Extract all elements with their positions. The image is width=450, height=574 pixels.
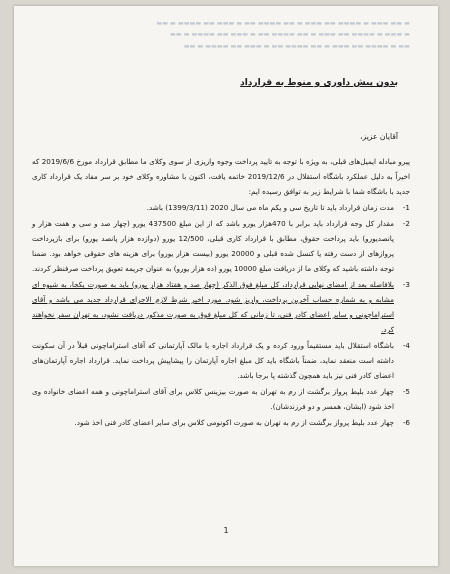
list-item — [32, 415, 410, 430]
list-item — [32, 277, 410, 337]
list-item — [32, 200, 410, 215]
bleed-through-text: ▬ ▬▬▬ ▬ ▬▬▬▬ ▬▬ ▬▬▬ ▬ ▬▬ ▬▬▬▬ ▬▬ ▬ ▬▬▬ ▬▬ ▬▬▬▬ ▬ ▬▬ — [170, 31, 410, 38]
terms-list — [32, 200, 410, 430]
document-body — [32, 154, 410, 430]
item-number: 2- — [402, 219, 410, 228]
item-number: 3- — [402, 280, 410, 289]
item-number: 4- — [402, 341, 410, 350]
list-item — [32, 338, 410, 383]
list-item — [32, 216, 410, 276]
intro-paragraph: پیرو مبادله ایمیل‌های قبلی، به ویژه با توجه به تایید پرداخت وجوه واریزی از سوی وکلای ما مطابق قرارداد مورخ 2019/6/6 که اخیراً به دلیل عملکرد باشگاه استقلال در 2019/12/6 خاتمه یافت، اکنون با مشاوره وکلای خود بر سر مفاد یک قرارداد کاری جدید با باشگاه شما با شرایط زیر به توافق رسیده ایم: — [32, 157, 410, 196]
item-number: 5- — [402, 387, 410, 396]
bleed-through-text: ▬▬ ▬ ▬▬▬▬ ▬▬ ▬▬▬ ▬ ▬▬ ▬▬▬▬ ▬▬ ▬ ▬▬▬ ▬▬ ▬▬▬▬ ▬ ▬▬ — [183, 43, 410, 50]
item-text: بلافاصله بعد از امضای نهایی قرارداد، کل مبلغ فوق الذکر (چهار صد و هفتاد هزار یورو) باید به صورت یکجا، به شیوه ای مشابه و به شماره حساب آخرین پرداخت، واریز شود. مورد اخیر شرط لازم الاجرای قرارداد جدید می باشد و آقای استراماچونی و سایر اعضای کادر فنی، تا زمانی که کل مبلغ فوق به صورت مذکور دریافت نشود، به تهران سفر نخواهند کرد. — [32, 280, 394, 334]
page-number: 1 — [223, 526, 229, 535]
item-text: چهار عدد بلیط پرواز برگشت از رم به تهران به صورت بیزینس کلاس برای آقای استراماچونی و همه اعضای خانواده وی اخذ شود (ایشان، همسر و دو فرزندشان). — [32, 387, 394, 411]
item-text: باشگاه استقلال باید مستقیماً ورود کرده و یک قرارداد اجاره با مالک آپارتمانی که آقای استراماچونی قبلاً در آن سکونت داشته است منعقد نماید، ضمناً باشگاه باید کل مبلغ اجاره آپارتمان را پیشاپیش پرداخت نماید. قرارداد اجاره آپارتمان‌های اعضای کادر فنی نیز باید همچون گذشته پا برجا باشد. — [32, 341, 394, 380]
greeting: آقایان عزیز، — [360, 132, 398, 141]
item-text: مقدار کل وجه قرارداد باید برابر با 470هزار یورو باشد که از این مبلغ 437500 یورو (چهار صد و سی و هفت هزار و پانصدیورو) باید پرداخت حقوق، مطابق با قرارداد کاری قبلی، 12/500 یورو (دوازده هزار پانصد یورو) برای بازپرداخت پروازهای از دست رفته یا کنسل شده قبلی و 20000 یورو (بیست هزار یورو) برای هزینه های حقوقی خواهد بود. ضمنا توجه داشته باشید که وکلای ما از دریافت مبلغ 10000 یورو (ده هزار یورو) به عنوان جریمه تعویق پرداخت صرفنظر کردند. — [32, 219, 395, 273]
list-item — [32, 384, 410, 414]
document-title: بدون پیش داوری و منوط به قرارداد — [240, 78, 398, 88]
bleed-through-text: ▬ ▬▬ ▬▬▬ ▬ ▬▬▬▬ ▬▬ ▬▬▬ ▬ ▬▬ ▬▬▬▬ ▬▬ ▬ ▬▬▬ ▬▬ ▬▬▬▬ ▬ ▬▬ — [156, 20, 410, 27]
item-text: چهار عدد بلیط پرواز برگشت از رم به تهران به صورت اکونومی کلاس برای سایر اعضای کادر فنی اخذ شود. — [74, 418, 394, 427]
item-number: 6- — [402, 418, 410, 427]
document-page — [14, 6, 438, 566]
item-number: 1- — [402, 203, 410, 212]
item-text: مدت زمان قرارداد باید تا تاریخ سی و یکم ماه می سال 2020 (1399/3/11) باشد. — [146, 203, 394, 212]
